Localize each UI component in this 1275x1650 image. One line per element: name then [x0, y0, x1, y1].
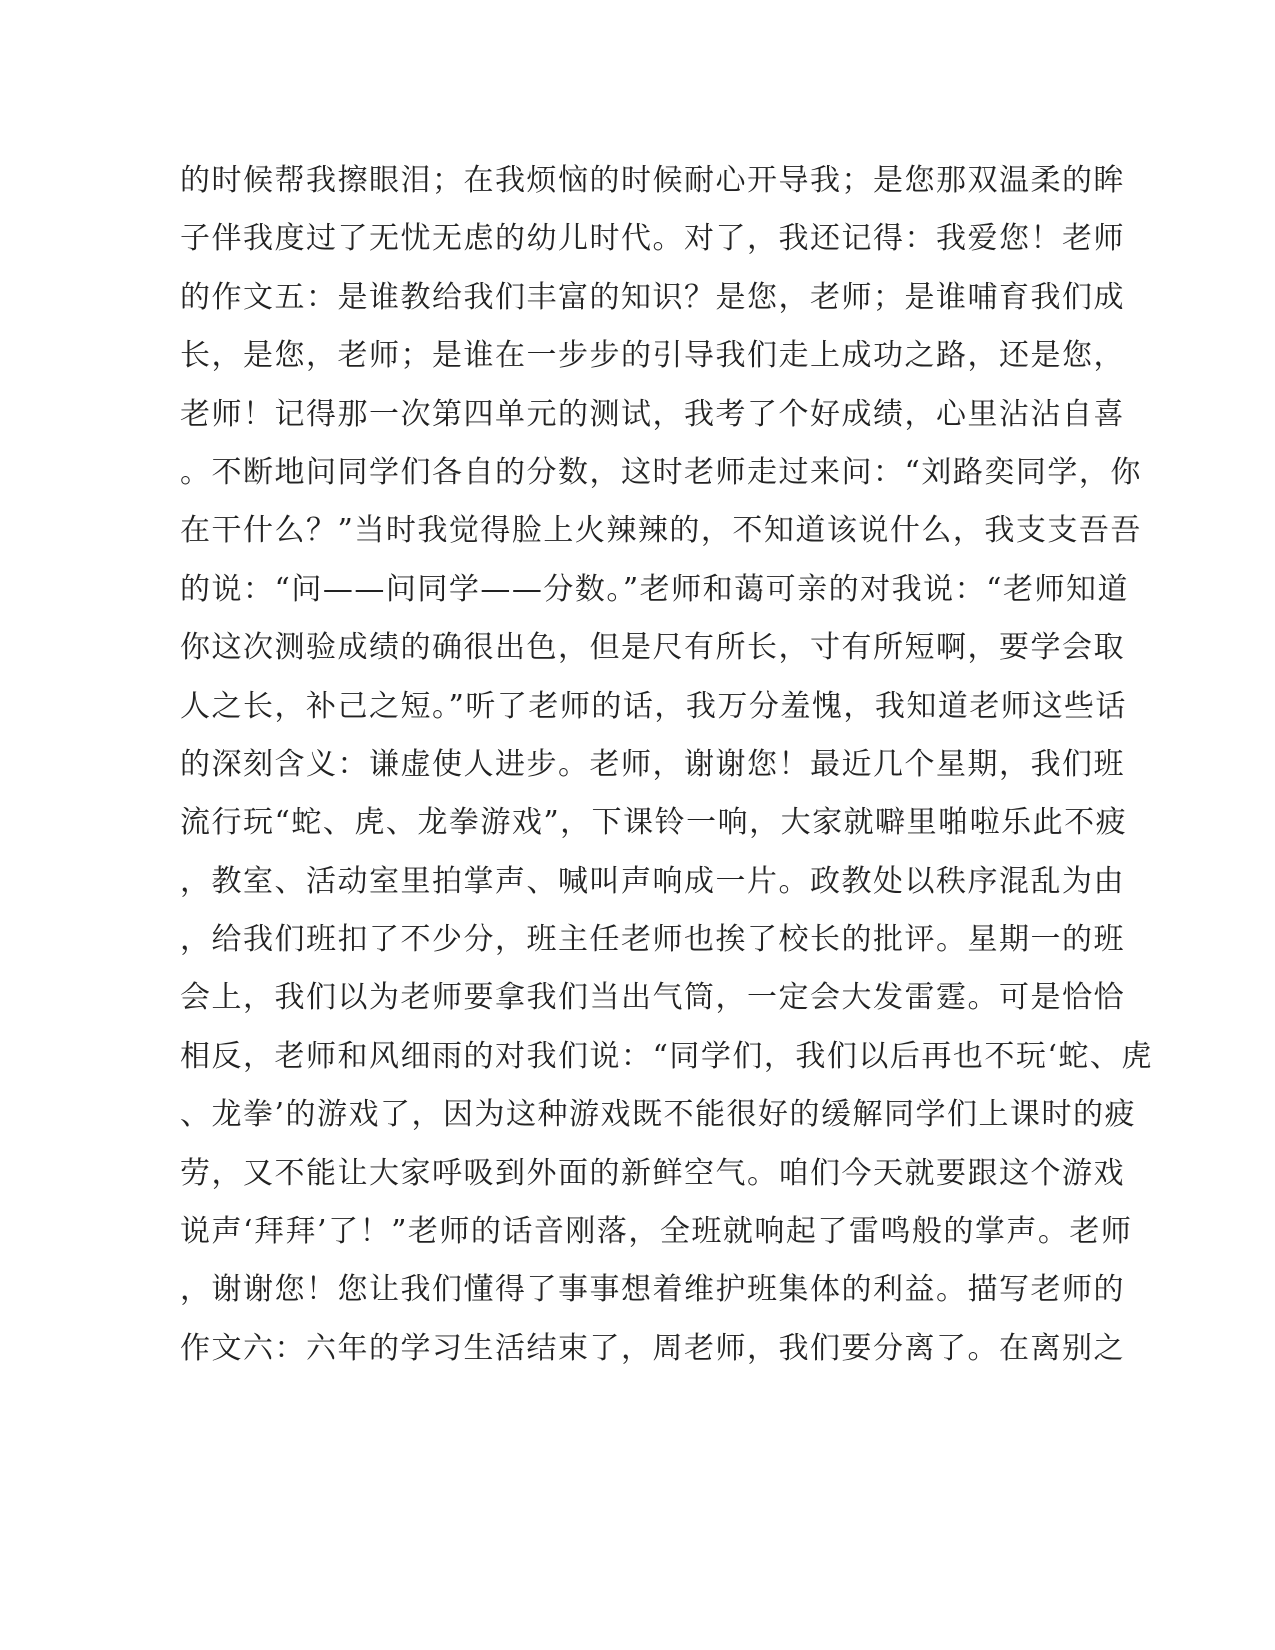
text-line-4: 长，是您，老师；是谁在一步步的引导我们走上成功之路，还是您，	[180, 338, 1125, 374]
text-line-21: 作文六：六年的学习生活结束了，周老师，我们要分离了。在离别之	[180, 1330, 1125, 1366]
text-line-19: 说声‘拜拜’了！”老师的话音刚落，全班就响起了雷鸣般的掌声。老师	[180, 1214, 1133, 1250]
text-line-12: 流行玩“蛇、虎、龙拳游戏”，下课铃一响，大家就噼里啪啦乐此不疲	[180, 805, 1128, 841]
text-line-8: 的说：“问——问同学——分数。”老师和蔼可亲的对我说：“老师知道	[180, 571, 1130, 607]
body-text	[180, 158, 1153, 1384]
text-line-5: 老师！记得那一次第四单元的测试，我考了个好成绩，心里沾沾自喜	[180, 396, 1125, 432]
text-line-20: ，谢谢您！您让我们懂得了事事想着维护班集体的利益。描写老师的	[180, 1272, 1125, 1308]
text-line-1: 的时候帮我擦眼泪；在我烦恼的时候耐心开导我；是您那双温柔的眸	[180, 163, 1125, 198]
text-line-11: 的深刻含义：谦虚使人进步。老师，谢谢您！最近几个星期，我们班	[180, 746, 1125, 782]
text-line-14: ，给我们班扣了不少分，班主任老师也挨了校长的批评。星期一的班	[180, 922, 1125, 958]
text-line-17: 、龙拳’的游戏了，因为这种游戏既不能很好的缓解同学们上课时的疲	[180, 1097, 1137, 1133]
text-line-2: 子伴我度过了无忧无虑的幼儿时代。对了，我还记得：我爱您！老师	[180, 221, 1125, 257]
text-line-18: 劳，又不能让大家呼吸到外面的新鲜空气。咱们今天就要跟这个游戏	[180, 1155, 1125, 1191]
text-line-15: 会上，我们以为老师要拿我们当出气筒，一定会大发雷霆。可是恰恰	[180, 980, 1125, 1016]
text-line-16: 相反，老师和风细雨的对我们说：“同学们，我们以后再也不玩‘蛇、虎	[180, 1038, 1153, 1074]
text-line-9: 你这次测验成绩的确很出色，但是尺有所长，寸有所短啊，要学会取	[180, 630, 1125, 666]
text-line-6: 。不断地问同学们各自的分数，这时老师走过来问：“刘路奕同学，你	[180, 454, 1142, 490]
text-line-10: 人之长，补己之短。”听了老师的话，我万分羞愧，我知道老师这些话	[180, 688, 1127, 724]
text-line-7: 在干什么？”当时我觉得脸上火辣辣的，不知道该说什么，我支支吾吾	[180, 513, 1142, 549]
text-line-3: 的作文五：是谁教给我们丰富的知识？是您，老师；是谁哺育我们成	[180, 279, 1125, 315]
text-line-13: ，教室、活动室里拍掌声、喊叫声响成一片。政教处以秩序混乱为由	[180, 863, 1125, 899]
